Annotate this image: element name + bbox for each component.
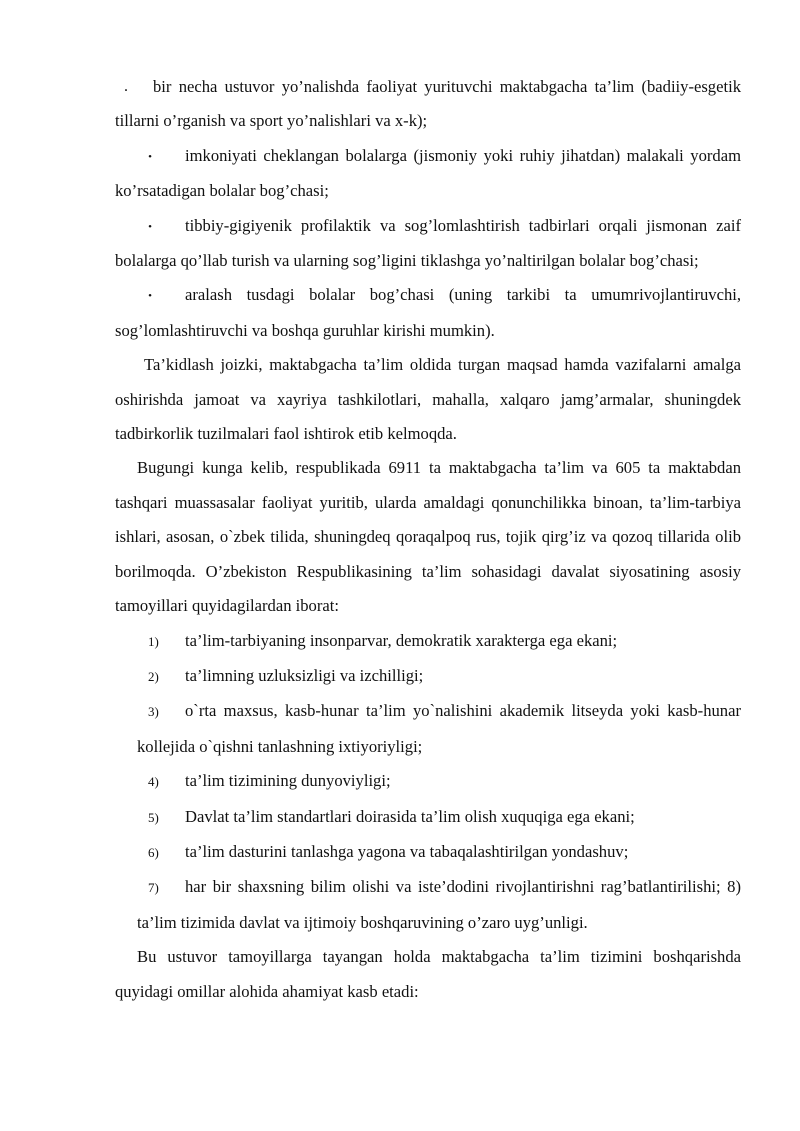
list-item-text: ta’limning uzluksizligi va izchilligi; — [185, 665, 424, 685]
list-number: 7) — [148, 880, 159, 896]
list-item — [115, 278, 741, 348]
list-item — [115, 659, 741, 694]
list-number: 1) — [148, 633, 159, 649]
list-item — [115, 835, 741, 870]
list-item — [115, 800, 741, 835]
list-number: 2) — [148, 668, 159, 684]
list-item — [115, 870, 741, 940]
bullet-marker: • — [148, 150, 152, 163]
bullet-marker: • — [148, 220, 152, 233]
list-item-text: imkoniyati cheklangan bolalarga (jismoniy yoki ruhiy jihatdan) malakali yordam ko’rsatadigan bolalar bog’chasi; — [115, 145, 741, 201]
bullet-marker: . — [124, 78, 128, 95]
list-item-text: ta’lim dasturini tanlashga yagona va tabaqalashtirilgan yondashuv; — [185, 841, 629, 861]
bullet-marker: • — [148, 290, 152, 303]
paragraph: Bu ustuvor tamoyillarga tayangan holda maktabgacha ta’lim tizimini boshqarishda quyidagi omillar alohida ahamiyat kasb etadi: — [115, 947, 741, 1001]
list-item-text: tibbiy-gigiyenik profilaktik va sog’lomlashtirish tadbirlari orqali jismonan zaif bolalarga qo’llab turish va ularning sog’ligini tiklashga yo’naltirilgan bolalar bog’chasi; — [115, 215, 741, 271]
list-number: 3) — [148, 704, 159, 720]
document-page — [115, 70, 741, 1009]
list-item-text: Davlat ta’lim standartlari doirasida ta’lim olish xuquqiga ega ekani; — [185, 806, 635, 826]
list-item — [115, 70, 741, 139]
paragraph: Ta’kidlash joizki, maktabgacha ta’lim oldida turgan maqsad hamda vazifalarni amalga oshirishda jamoat va xayriya tashkilotlari, mahalla, xalqaro jamg’armalar, shuningdek tadbirkorlik tuzilmalari faol ishtirok etib kelmoqda. — [115, 355, 741, 444]
list-item-text: o`rta maxsus, kasb-hunar ta’lim yo`nalishini akademik litseyda yoki kasb-hunar kollejida o`qishni tanlashning ixtiyoriyligi; — [137, 701, 741, 756]
list-item-text: ta’lim-tarbiyaning insonparvar, demokratik xarakterga ega ekani; — [185, 630, 618, 650]
list-number: 4) — [148, 774, 159, 790]
list-item-text: ta’lim tizimining dunyoviyligi; — [185, 771, 391, 791]
list-number: 6) — [148, 844, 159, 860]
list-item — [115, 209, 741, 279]
list-number: 5) — [148, 809, 159, 825]
list-item-text: aralash tusdagi bolalar bog’chasi (uning tarkibi ta umumrivojlantiruvchi, sog’lomlashtiruvchi va boshqa guruhlar kirishi mumkin). — [115, 285, 741, 340]
list-item-text: bir necha ustuvor yo’nalishda faoliyat yurituvchi maktabgacha ta’lim (badiiy-esgetik tillarni o’rganish va sport yo’nalishlari va x-k); — [115, 77, 741, 131]
paragraph: Bugungi kunga kelib, respublikada 6911 ta maktabgacha ta’lim va 605 ta maktabdan tashqari muassasalar faoliyat yuritib, ularda amaldagi qonunchilikka binoan, ta’lim-tarbiya ishlari, asosan, o`zbek tilida, shuningdeq qoraqalpoq rus, tojik qirg’iz va qozoq tillarida olib borilmoqda. O’zbekiston Respublikasining ta’lim sohasidagi davalat siyosatining asosiy tamoyillari quyidagilardan iborat: — [115, 458, 741, 616]
list-item — [115, 694, 741, 764]
list-item — [115, 139, 741, 209]
list-item — [115, 764, 741, 799]
list-item-text: har bir shaxsning bilim olishi va iste’dodini rivojlantirishni rag’batlantirilishi; 8) ta’lim tizimida davlat va ijtimoiy boshqaruvining o’zaro uyg’unligi. — [137, 877, 741, 932]
list-item — [115, 624, 741, 659]
